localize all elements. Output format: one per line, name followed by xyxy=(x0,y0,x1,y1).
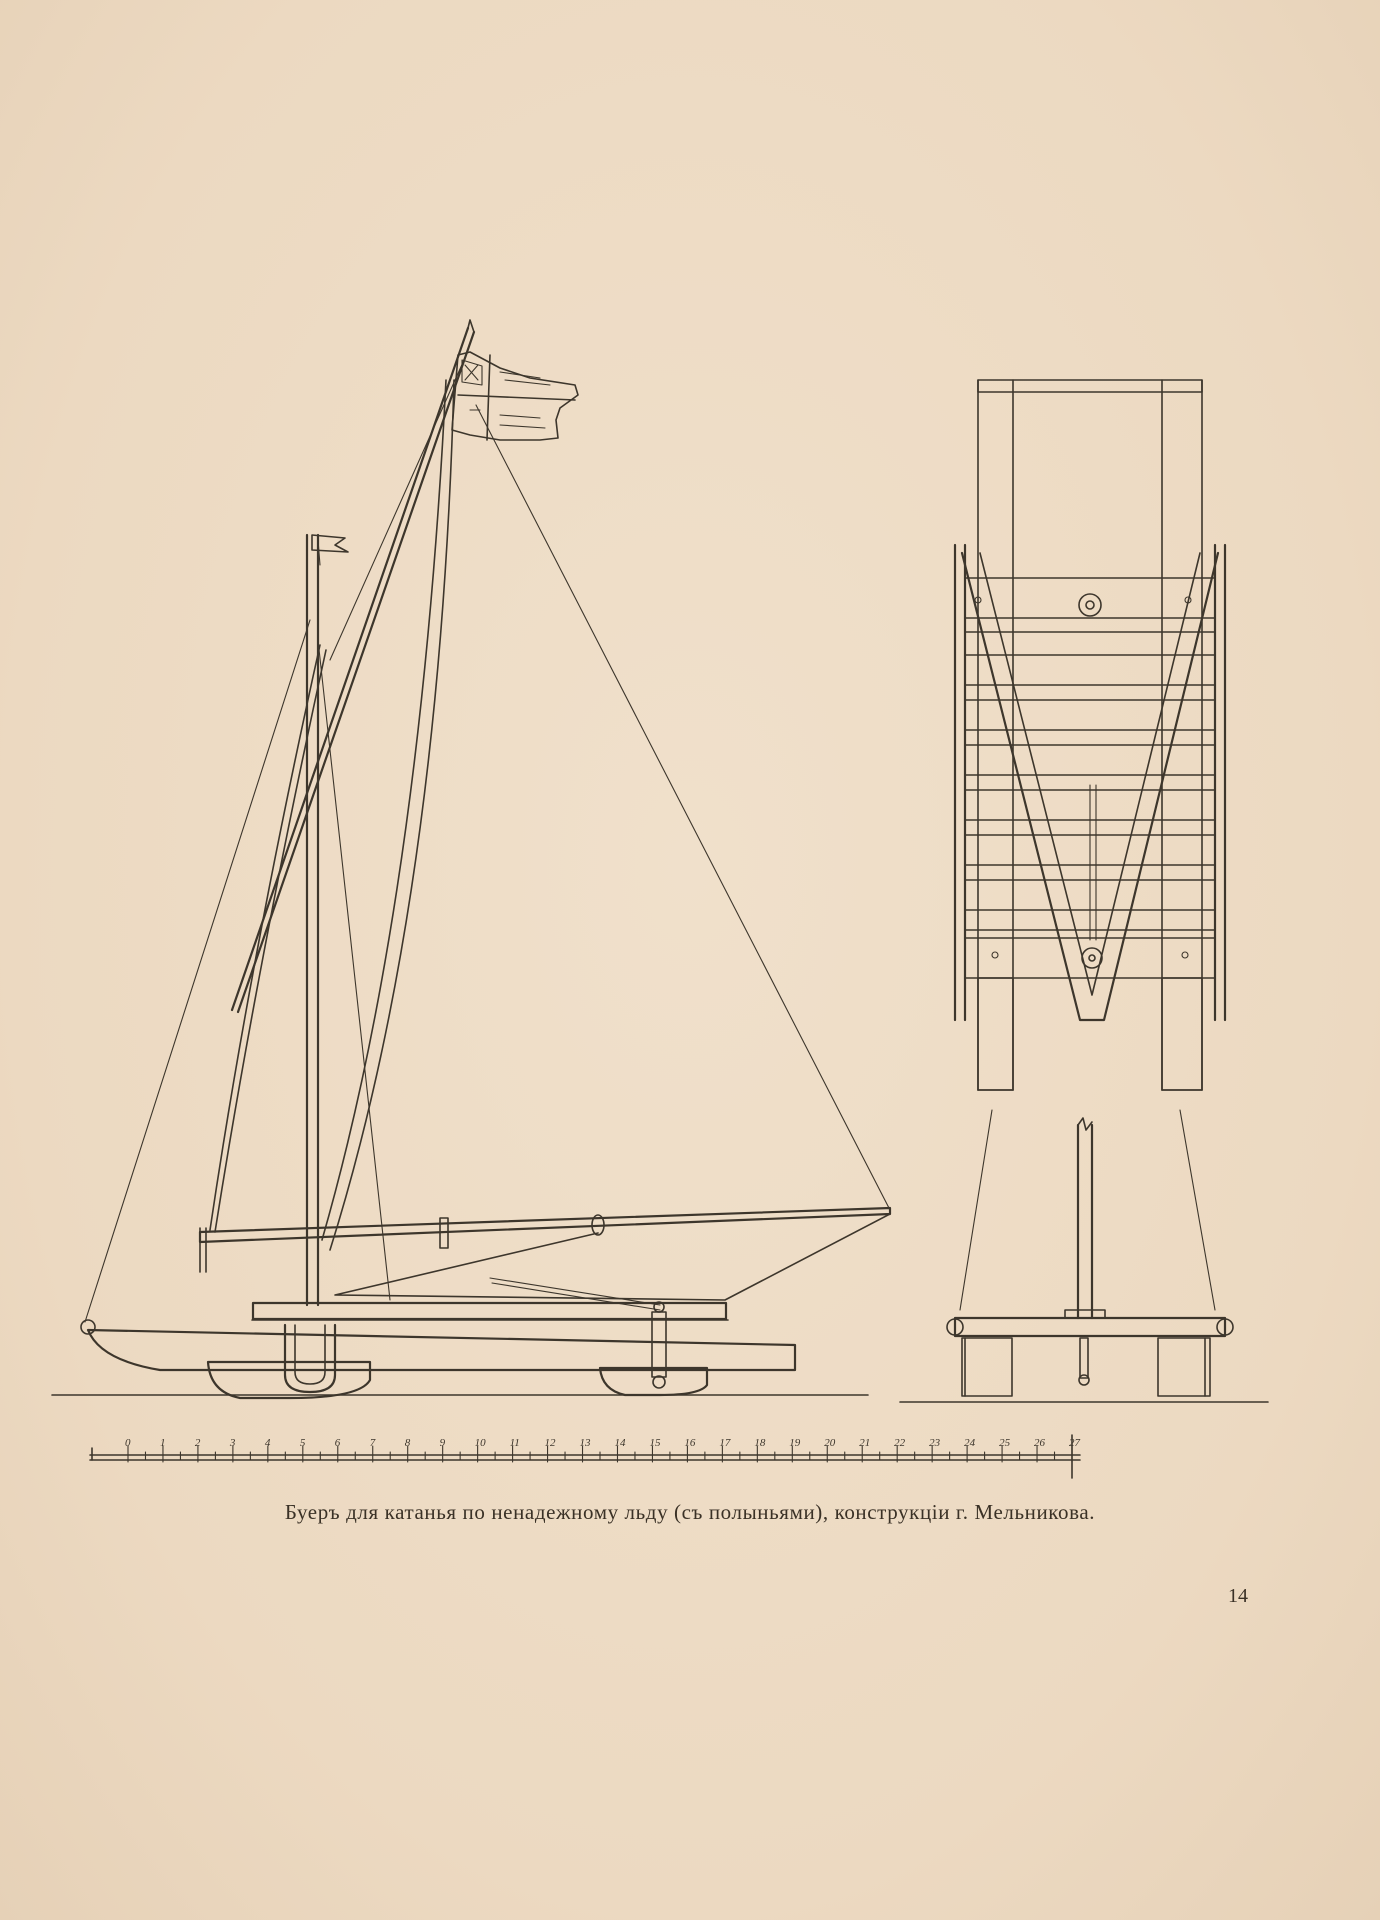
page-number: 14 xyxy=(1228,1585,1248,1607)
scale-tick-label: 15 xyxy=(649,1437,661,1449)
scale-tick-label: 14 xyxy=(614,1437,626,1449)
scale-tick-label: 25 xyxy=(999,1437,1011,1449)
scale-tick-label: 10 xyxy=(474,1437,486,1449)
scale-tick-label: 9 xyxy=(439,1437,446,1449)
scale-tick-label: 1 xyxy=(159,1437,166,1449)
scale-tick-label: 8 xyxy=(404,1437,411,1449)
scale-tick-label: 20 xyxy=(824,1437,836,1449)
scale-bar xyxy=(90,1435,1081,1478)
backstay xyxy=(476,405,890,1210)
scale-tick-label: 18 xyxy=(754,1437,766,1449)
hull xyxy=(81,1320,795,1370)
figure-caption: Буеръ для катанья по ненадежному льду (съ полыньями), конструкціи г. Мельникова. xyxy=(284,1500,1096,1524)
scale-tick-label: 21 xyxy=(859,1437,871,1449)
flag-icon xyxy=(452,352,578,440)
scale-tick-label: 12 xyxy=(544,1437,556,1449)
sail-edges xyxy=(210,380,454,1250)
scale-tick-label: 5 xyxy=(299,1437,306,1449)
scale-tick-label: 6 xyxy=(334,1437,341,1449)
front-view-runners xyxy=(900,1110,1268,1402)
scale-tick-label: 16 xyxy=(684,1437,696,1449)
scale-tick-label: 11 xyxy=(509,1437,520,1449)
scale-tick-label: 17 xyxy=(719,1437,731,1449)
shroud xyxy=(318,640,390,1300)
scale-tick-label: 7 xyxy=(369,1437,376,1449)
tiller xyxy=(490,1278,660,1305)
sail-lower-rigging xyxy=(335,1214,890,1300)
side-view-iceboat xyxy=(52,320,890,1398)
top-frame-rail xyxy=(978,380,1202,392)
boom xyxy=(200,1208,890,1272)
scale-tick-label: 22 xyxy=(894,1437,906,1449)
scale-tick-label: 0 xyxy=(125,1437,131,1449)
scale-tick-label: 24 xyxy=(964,1437,976,1449)
scale-tick-label: 4 xyxy=(264,1437,271,1449)
scale-tick-label: 23 xyxy=(929,1437,941,1449)
runners xyxy=(208,1302,707,1398)
scale-tick-label: 13 xyxy=(579,1437,591,1449)
cross-slats xyxy=(965,578,1215,978)
front-view-frame xyxy=(955,380,1225,1090)
scale-tick-label: 26 xyxy=(1034,1437,1046,1449)
scale-tick-label: 19 xyxy=(789,1437,801,1449)
forestay xyxy=(85,620,310,1322)
scale-tick-label: 27 xyxy=(1069,1437,1080,1449)
short-mast xyxy=(307,535,348,1305)
scale-tick-label: 3 xyxy=(229,1437,236,1449)
scale-tick-label: 2 xyxy=(194,1437,201,1449)
